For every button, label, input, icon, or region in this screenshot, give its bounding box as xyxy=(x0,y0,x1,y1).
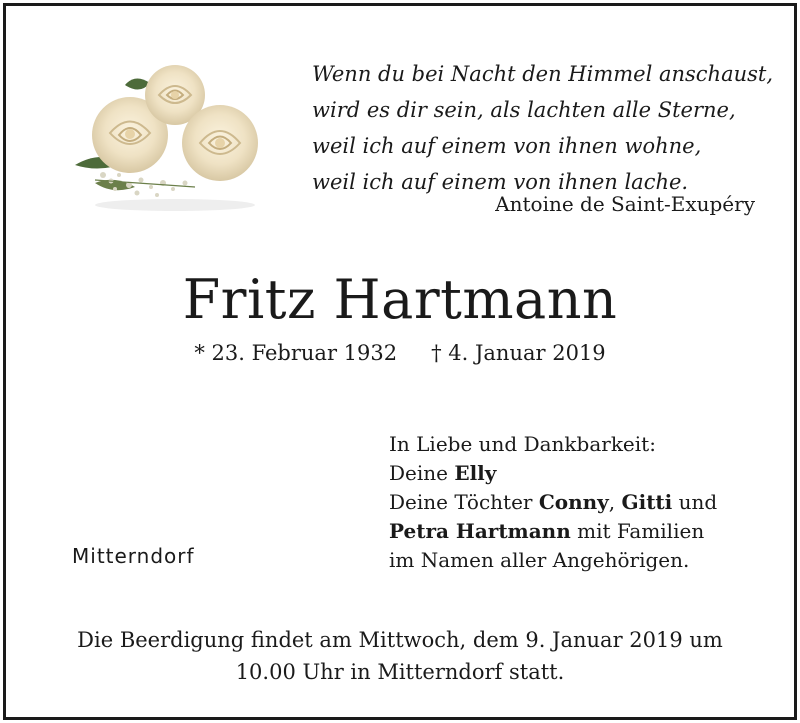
mourners-intro: In Liebe und Dankbarkeit: xyxy=(389,432,656,456)
daughter-name: Gitti xyxy=(621,490,673,514)
poem-line: Wenn du bei Nacht den Himmel anschaust, xyxy=(312,62,774,86)
white-roses-image xyxy=(55,55,275,225)
mourners-line: Petra Hartmann mit Familien xyxy=(389,519,705,543)
daughter-name: Petra Hartmann xyxy=(389,519,571,543)
place-name: Mitterndorf xyxy=(72,544,195,568)
mourners-line: Deine Elly xyxy=(389,461,497,485)
life-dates xyxy=(0,341,800,365)
mourners-line: Deine Töchter Conny, Gitti und xyxy=(389,490,718,514)
funeral-line: 10.00 Uhr in Mitterndorf statt. xyxy=(235,660,565,684)
mourners-closing: im Namen aller Angehörigen. xyxy=(389,548,690,572)
poem-line: wird es dir sein, als lachten alle Sterne, xyxy=(312,98,736,122)
birth-date: * 23. Februar 1932 xyxy=(194,341,398,365)
poem-quote xyxy=(312,56,772,200)
poem-line: weil ich auf einem von ihnen lache. xyxy=(312,170,689,194)
wife-name: Elly xyxy=(454,461,497,485)
mourners-block xyxy=(389,430,717,575)
funeral-line: Die Beerdigung findet am Mittwoch, dem 9. Januar 2019 um xyxy=(77,628,723,652)
poem-author: Antoine de Saint-Exupéry xyxy=(495,192,755,216)
daughter-name: Conny xyxy=(538,490,609,514)
poem-line: weil ich auf einem von ihnen wohne, xyxy=(312,134,702,158)
death-date: † 4. Januar 2019 xyxy=(431,341,606,365)
funeral-notice xyxy=(0,624,800,688)
deceased-name: Fritz Hartmann xyxy=(182,268,618,331)
